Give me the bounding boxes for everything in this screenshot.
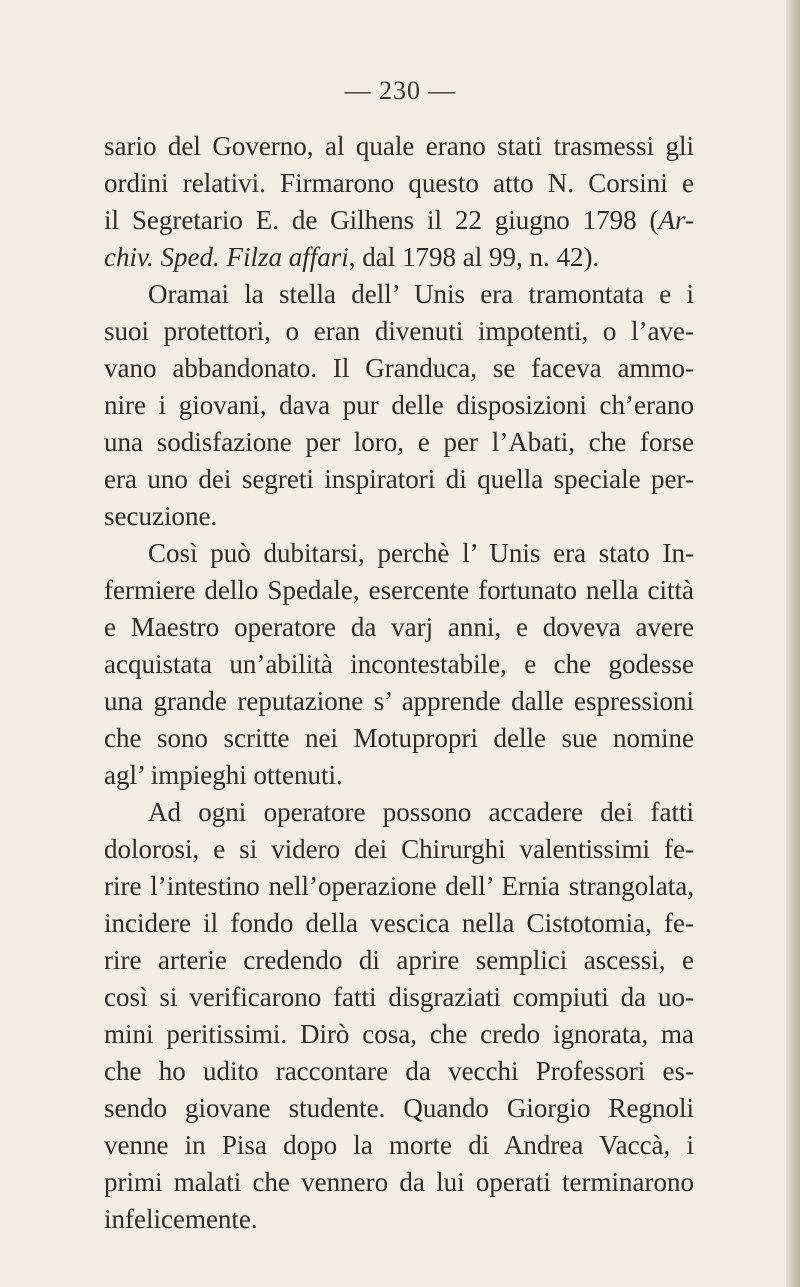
text-line: mini peritissimi. Dirò cosa, che credo ignorata, ma [104,1019,694,1049]
text-line: così si verificarono fatti disgraziati compiuti da uo- [104,982,694,1012]
text-line: fermiere dello Spedale, esercente fortunato nella città [104,575,694,605]
text-line: suoi protettori, o eran divenuti impotenti, o l’ave- [104,316,694,346]
text-line: che ho udito raccontare da vecchi Professori es- [104,1056,694,1086]
text-line: era uno dei segreti inspiratori di quella speciale per- [104,464,694,494]
text-fragment: , dal 1798 al 99, n. 42). [348,242,600,272]
italic-citation: Ar- [658,205,694,235]
text-line: dolorosi, e si videro dei Chirurghi valentissimi fe- [104,834,694,864]
text-line: nire i giovani, dava pur delle disposizioni ch’erano [104,390,694,420]
text-line: sario del Governo, al quale erano stati trasmessi gli [104,131,694,161]
text-line: ordini relativi. Firmarono questo atto N. Corsini e [104,168,694,198]
paragraph-start: Così può dubitarsi, perchè l’ Unis era stato In- [148,538,694,568]
text-line: venne in Pisa dopo la morte di Andrea Vaccà, i [104,1130,694,1160]
text-line: vano abbandonato. Il Granduca, se faceva ammo- [104,353,694,383]
text-line: primi malati che vennero da lui operati terminarono [104,1167,694,1197]
text-line [104,202,694,239]
paragraph-start: Ad ogni operatore possono accadere dei fatti [148,797,694,827]
text-line: secuzione. [104,501,218,531]
body-text [104,128,694,1238]
text-line: infelicemente. [104,1204,258,1234]
text-line: incidere il fondo della vescica nella Cistotomia, fe- [104,908,694,938]
text-line: e Maestro operatore da varj anni, e doveva avere [104,612,694,642]
text-fragment: il Segretario E. de Gilhens il 22 giugno 1798 ( [104,205,659,235]
text-line: che sono scritte nei Motupropri delle sue nomine [104,723,694,753]
page-number: — 230 — [344,76,456,105]
text-line [104,239,694,276]
text-line: agl’ impieghi ottenuti. [104,760,343,790]
italic-citation: chiv. Sped. Filza affari [104,242,349,272]
text-line: una grande reputazione s’ apprende dalle espressioni [104,686,694,716]
text-line: acquistata un’abilità incontestabile, e che godesse [104,649,694,679]
text-line: rire l’intestino nell’operazione dell’ Ernia strangolata, [104,871,694,901]
text-line: una sodisfazione per loro, e per l’Abati, che forse [104,427,694,457]
paragraph-start: Oramai la stella dell’ Unis era tramontata e i [148,279,694,309]
text-line: sendo giovane studente. Quando Giorgio Regnoli [104,1093,694,1123]
text-line: rire arterie credendo di aprire semplici ascessi, e [104,945,694,975]
page-edge-shadow [786,0,800,1287]
